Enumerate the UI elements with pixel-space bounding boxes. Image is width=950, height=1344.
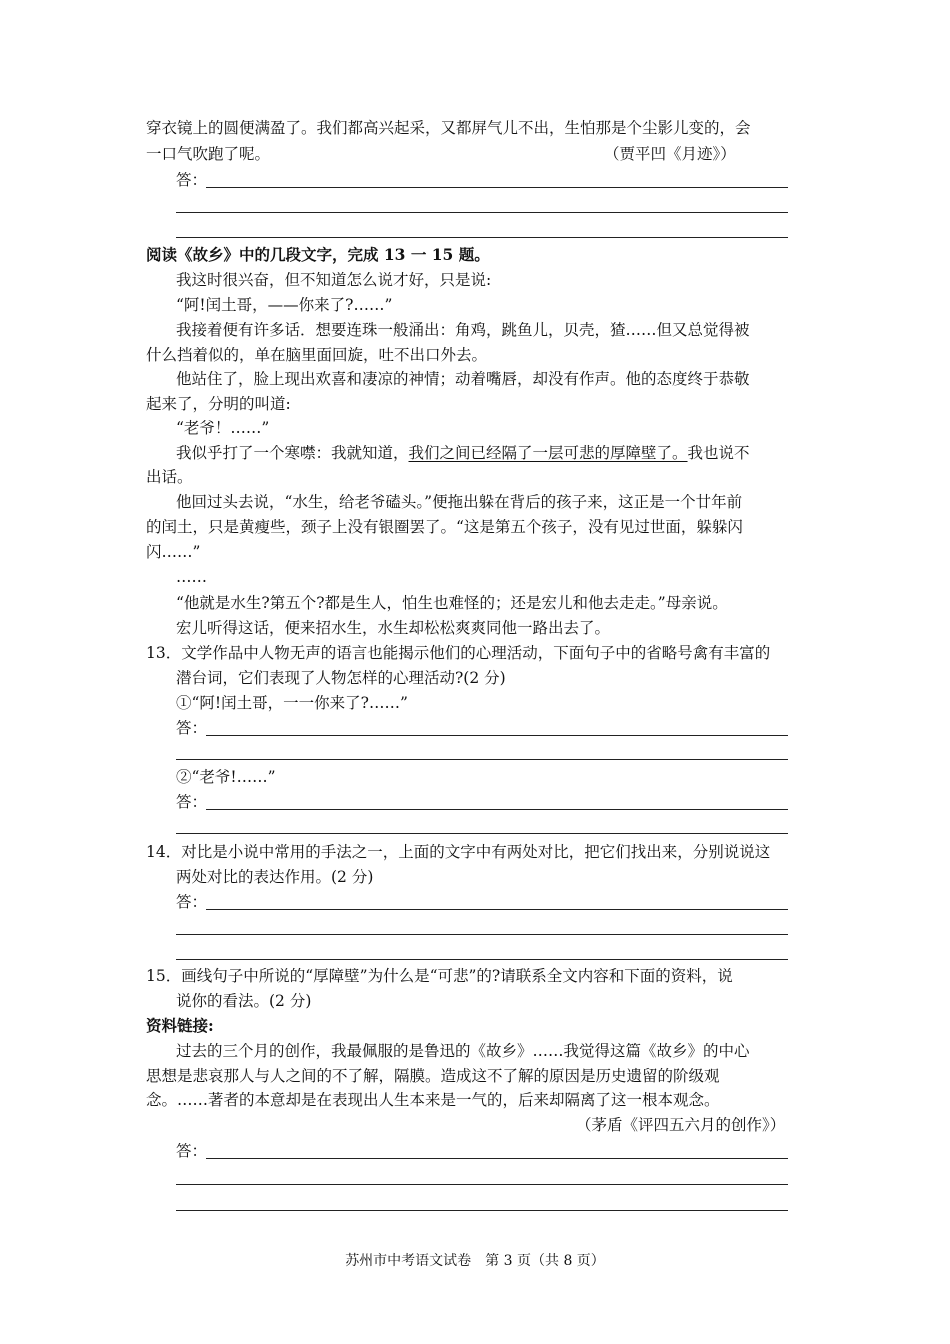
question-14-cont: 两处对比的表达作用。(2 分) xyxy=(176,868,374,886)
answer-line[interactable] xyxy=(176,237,788,238)
underlined-sentence: 我们之间已经隔了一层可悲的厚障壁了。 xyxy=(408,444,688,462)
question-13-cont: 潜台词，它们表现了人物怎样的心理活动?(2 分) xyxy=(176,669,506,687)
passage-line xyxy=(176,443,750,463)
passage-line: …… xyxy=(176,568,207,586)
answer-line[interactable] xyxy=(176,1210,788,1211)
passage-line: 我接着便有许多话．想要连珠一般涌出：角鸡，跳鱼儿，贝壳，猹……但又总觉得被 xyxy=(176,321,750,339)
material-line: 过去的三个月的创作，我最佩服的是鲁迅的《故乡》……我觉得这篇《故乡》的中心 xyxy=(176,1042,750,1060)
passage-line: 他站住了，脸上现出欢喜和凄凉的神情；动着嘴唇，却没有作声。他的态度终于恭敬 xyxy=(176,370,750,388)
sub-question-1: ①“阿!闰土哥，一一你来了?……” xyxy=(176,694,408,712)
answer-label: 答： xyxy=(176,793,208,811)
answer-line[interactable] xyxy=(176,959,788,960)
passage-line: 什么挡着似的，单在脑里面回旋，吐不出口外去。 xyxy=(146,346,488,364)
source-citation: （茅盾《评四五六月的创作》） xyxy=(576,1116,786,1134)
passage-line: “老爷！……” xyxy=(176,419,270,437)
source-citation: （贾平凹《月迹》） xyxy=(604,145,736,163)
material-line: 念。……著者的本意却是在表现出人生本来是一气的，后来却隔离了这一根本观念。 xyxy=(146,1091,720,1109)
answer-line[interactable] xyxy=(206,187,788,188)
question-13: 13．文学作品中人物无声的语言也能揭示他们的心理活动，下面句子中的省略号禽有丰富的 xyxy=(146,644,771,662)
question-15: 15．画线句子中所说的“厚障壁”为什么是“可悲”的?请联系全文内容和下面的资料，说 xyxy=(146,967,733,985)
answer-line[interactable] xyxy=(206,735,788,736)
question-15-cont: 说你的看法。(2 分) xyxy=(176,992,312,1010)
answer-line[interactable] xyxy=(206,1158,788,1159)
answer-label: 答： xyxy=(176,1142,208,1160)
passage-line: 出话。 xyxy=(146,468,193,486)
answer-line[interactable] xyxy=(176,759,788,760)
passage-line: 的闰土，只是黄瘦些，颈子上没有银圈罢了。“这是第五个孩子，没有见过世面，躲躲闪 xyxy=(146,518,743,536)
passage-line: “阿!闰土哥，——你来了?……” xyxy=(176,296,393,314)
page-footer: 苏州市中考语文试卷 第 3 页（共 8 页） xyxy=(345,1253,605,1269)
sub-question-2: ②“老爷!……” xyxy=(176,768,276,786)
passage-line: “他就是水生?第五个?都是生人，怕生也难怪的；还是宏儿和他去走走。”母亲说。 xyxy=(176,594,728,612)
answer-line[interactable] xyxy=(206,809,788,810)
passage-line: 他回过头去说，“水生，给老爷磕头。”便拖出躲在背后的孩子来，这正是一个廿年前 xyxy=(176,493,743,511)
answer-label: 答： xyxy=(176,893,208,911)
answer-label: 答： xyxy=(176,719,208,737)
section-heading: 阅读《故乡》中的几段文字，完成 13 一 15 题。 xyxy=(146,245,490,264)
passage-line: 我这时很兴奋，但不知道怎么说才好，只是说: xyxy=(176,271,492,289)
material-line: 思想是悲哀那人与人之间的不了解，隔膜。造成这不了解的原因是历史遗留的阶级观 xyxy=(146,1067,720,1085)
passage-line: 穿衣镜上的圆便满盈了。我们都高兴起采，又都屏气儿不出，生怕那是个尘影儿变的，会 xyxy=(146,119,751,137)
passage-line: 闪……” xyxy=(146,543,201,561)
passage-text: 我似乎打了一个寒噤：我就知道， xyxy=(176,444,409,462)
answer-line[interactable] xyxy=(176,833,788,834)
passage-text: 我也说不 xyxy=(687,444,750,462)
answer-line[interactable] xyxy=(176,1184,788,1185)
question-14: 14．对比是小说中常用的手法之一，上面的文字中有两处对比，把它们找出来，分别说说这 xyxy=(146,843,771,861)
answer-line[interactable] xyxy=(176,212,788,213)
answer-label: 答： xyxy=(176,171,208,189)
passage-line: 起来了，分明的叫道: xyxy=(146,395,291,413)
passage-line: 宏儿听得这话，便来招水生，水生却松松爽爽同他一路出去了。 xyxy=(176,619,611,637)
passage-line: 一口气吹跑了呢。 xyxy=(146,145,271,163)
answer-line[interactable] xyxy=(206,909,788,910)
answer-line[interactable] xyxy=(176,934,788,935)
material-heading: 资料链接: xyxy=(146,1016,214,1035)
